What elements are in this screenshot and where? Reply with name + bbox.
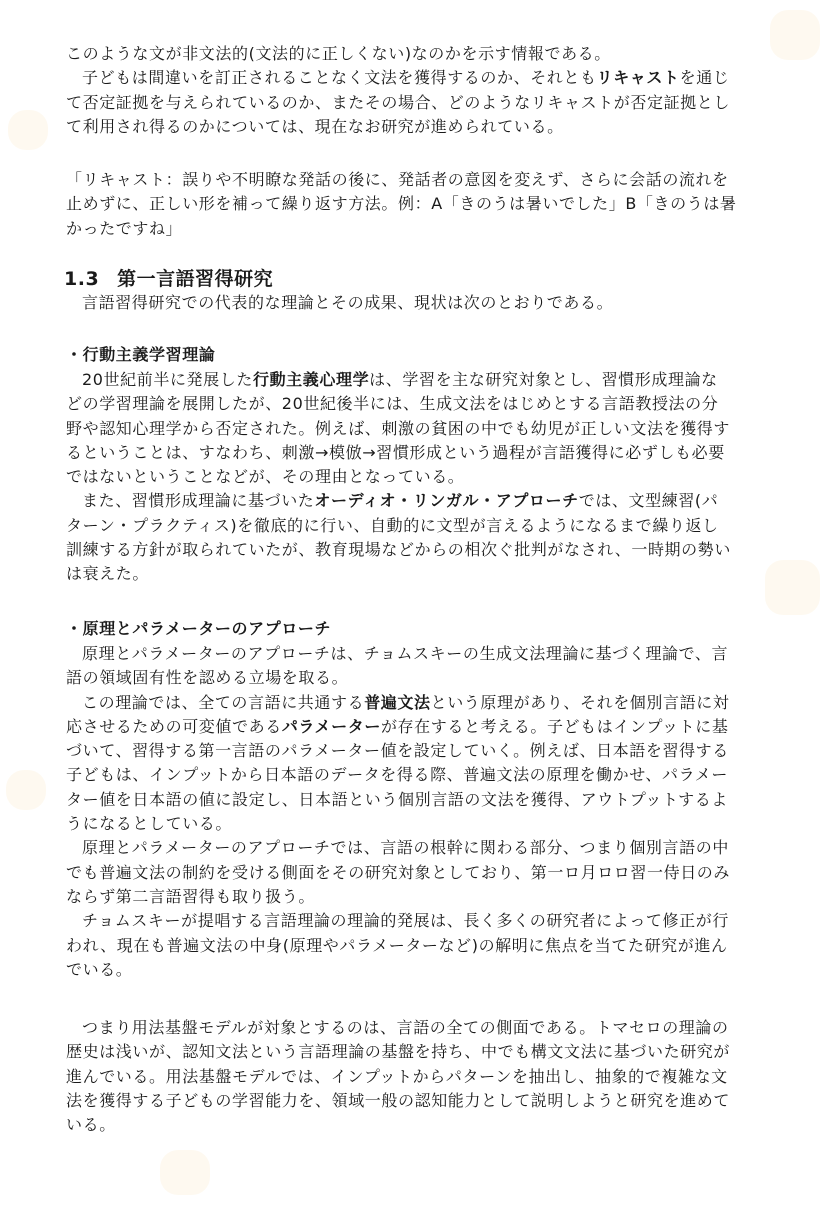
text-line: どの学習理論を展開したが、20世紀後半には、生成文法をはじめとする言語教授法の分 [66, 394, 719, 414]
text-run: 20世紀前半に発展した [82, 370, 253, 389]
text-line: 止めずに、正しい形を補って繰り返す方法。例：A「きのうは暑いでした」B「きのうは暑 [66, 194, 737, 214]
watermark-shape [6, 770, 46, 810]
text-line [66, 66, 736, 90]
text-line: 進んでいる。用法基盤モデルでは、インプットからパターンを抽出し、抽象的で複雑な文 [66, 1066, 728, 1086]
text-run: という原理があり、それを個別言語に対 [430, 692, 730, 712]
section-lead [66, 291, 736, 315]
text-line: るということは、すなわち、刺激→模倣→習慣形成という過程が言語獲得に必ずしも必要 [66, 442, 725, 462]
text-line: 法を獲得する子どもの学習能力を、領域一般の認知能力として説明しようと研究を進めて [66, 1090, 731, 1110]
term-behaviorism: 行動主義心理学 [252, 370, 370, 389]
text-run: 子どもは間違いを訂正されることなく文法を獲得するのか、それとも [82, 68, 597, 88]
text-line: いる。 [66, 1115, 116, 1135]
text-line: ではないということなどが、その理由となっている。 [66, 467, 465, 487]
text-line [66, 691, 736, 715]
text-line: 野や認知心理学から否定された。例えば、刺激の貧困の中でも幼児が正しい文法を獲得す [66, 418, 731, 438]
text-line: 訓練する方針が取られていたが、教育現場などからの相次ぐ批判がなされ、一時期の勢い [66, 540, 731, 560]
usage-based-paragraph [66, 1016, 736, 1137]
recast-note [66, 168, 736, 241]
text-line: このような文が非文法的(文法的に正しくない)なのかを示す情報である。 [66, 44, 611, 63]
text-line: て否定証拠を与えられているのか、またその場合、どのようなリキャストが否定証拠とし [66, 92, 731, 112]
watermark-shape [770, 10, 820, 60]
text-line: われ、現在も普遍文法の中身(原理やパラメーターなど)の解明に焦点を当てた研究が進ん [66, 935, 728, 955]
text-line: 「リキャスト：誤りや不明瞭な発話の後に、発話者の意図を変えず、さらに会話の流れを [66, 170, 729, 189]
text-line: かったですね」 [66, 218, 183, 238]
term-parameter: パラメーター [281, 716, 381, 736]
section-title: 第一言語習得研究 [117, 268, 274, 290]
text-line: 語の領域固有性を認める立場を取る。 [66, 668, 349, 688]
text-line: つまり用法基盤モデルが対象とするのは、言語の全ての側面である。トマセロの理論の [82, 1018, 729, 1037]
text-line: でも普遍文法の制約を受ける側面をその研究対象としており、第一ロ月ロロ習一侍日のみ [66, 862, 731, 882]
section-number: 1.3 [64, 268, 100, 290]
intro-paragraph [66, 42, 736, 139]
watermark-shape [8, 110, 48, 150]
term-universal-grammar: 普遍文法 [364, 692, 431, 712]
text-run: を通じ [679, 68, 730, 88]
subheading-principles-parameters: ・原理とパラメーターのアプローチ [66, 619, 332, 638]
text-line: は衰えた。 [66, 564, 150, 584]
text-run: は、学習を主な研究対象とし、習慣形成理論な [369, 370, 718, 389]
section-heading [64, 266, 273, 292]
text-line: て利用され得るのかについては、現在なお研究が進められている。 [66, 116, 564, 136]
text-line: 原理とパラメーターのアプローチでは、言語の根幹に関わる部分、つまり個別言語の中 [82, 838, 729, 858]
principles-paragraph [66, 642, 736, 982]
text-line: 原理とパラメーターのアプローチは、チョムスキーの生成文法理論に基づく理論で、言 [82, 644, 729, 663]
text-line: 子どもは、インプットから日本語のデータを得る際、普遍文法の原理を働かせ、パラメー [66, 765, 728, 785]
text-line: でいる。 [66, 959, 133, 979]
text-run: では、文型練習(パ [578, 491, 719, 511]
text-line [66, 368, 736, 392]
watermark-shape [160, 1150, 210, 1195]
text-line [66, 489, 736, 513]
text-line [66, 715, 736, 739]
text-run: また、習慣形成理論に基づいた [82, 491, 315, 511]
text-line: づいて、習得する第一言語のパラメーター値を設定していく。例えば、日本語を習得する [66, 741, 729, 761]
subheading-behaviorism: ・行動主義学習理論 [66, 345, 216, 364]
text-line: うになるとしている。 [66, 814, 233, 834]
text-line: ターン・プラクティス)を徹底的に行い、自動的に文型が言えるようになるまで繰り返し [66, 515, 719, 535]
watermark-shape [765, 560, 820, 615]
text-line: 言語習得研究での代表的な理論とその成果、現状は次のとおりである。 [82, 293, 614, 312]
term-recast: リキャスト [596, 68, 680, 88]
text-run: 応させるための可変値である [66, 716, 282, 736]
term-audio-lingual: オーディオ・リンガル・アプローチ [314, 491, 579, 511]
behaviorism-paragraph [66, 368, 736, 587]
text-line: ならず第二言語習得も取り扱う。 [66, 886, 316, 906]
text-run: この理論では、全ての言語に共通する [82, 692, 365, 712]
text-line: 歴史は浅いが、認知文法という言語理論の基盤を持ち、中でも構文文法に基づいた研究が [66, 1042, 731, 1062]
text-line: チョムスキーが提唱する言語理論の理論的発展は、長く多くの研究者によって修正が行 [82, 911, 729, 931]
text-line: ター値を日本語の値に設定し、日本語という個別言語の文法を獲得、アウトプットするよ [66, 789, 728, 809]
text-run: が存在すると考える。子どもはインプットに基 [380, 716, 729, 736]
